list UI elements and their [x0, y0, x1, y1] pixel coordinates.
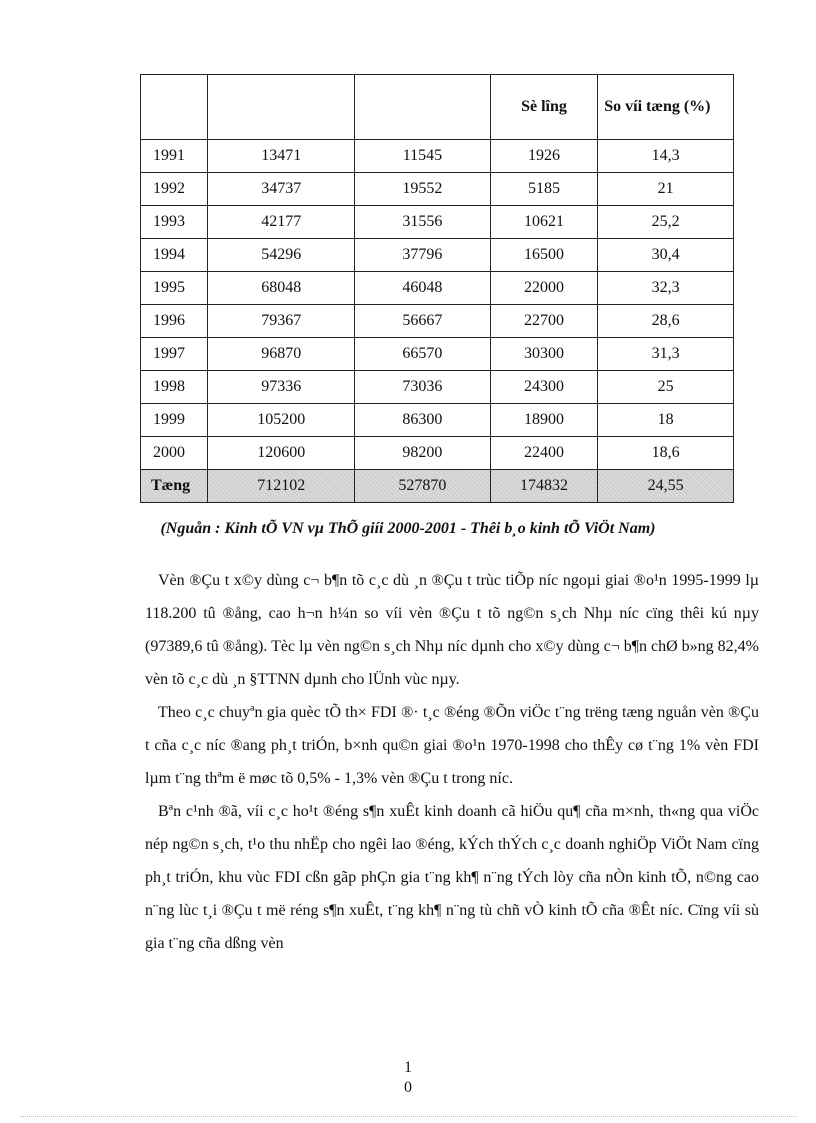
header-cell-percent: So víi tæng (%)	[598, 75, 734, 140]
paragraph: Bªn c¹nh ®ã, víi c¸c ho¹t ®éng s¶n xuÊt kinh doanh cã hiÖu qu¶ cña m×nh, th«ng qua viÖc nép ng©n s¸ch, t¹o thu nhËp cho ngêi lao ®éng, kÝch thÝch c¸c doanh nghiÖp ViÖt Nam cïng ph¸t triÓn, khu vùc FDI cßn gãp phÇn gia t¨ng kh¶ n¨ng tÝch lòy cña nÒn kinh tÕ, n©ng cao n¨ng lùc t¸i ®Çu t më réng s¶n xuÊt, t¨ng kh¶ n¨ng tù chñ vÒ kinh tÕ cña ®Êt níc. Cïng víi sù gia t¨ng cña dßng vèn	[145, 803, 759, 952]
value-cell: 98200	[355, 437, 491, 470]
value-cell: 13471	[208, 140, 355, 173]
value-cell: 25	[598, 371, 734, 404]
value-cell: 86300	[355, 404, 491, 437]
value-cell: 73036	[355, 371, 491, 404]
body-text	[145, 564, 759, 960]
source-caption: (Nguån : Kinh tÕ VN vµ ThÕ giíi 2000-2001 - Thêi b¸o kinh tÕ ViÖt Nam)	[160, 520, 656, 537]
table-row	[141, 173, 734, 206]
total-row	[141, 470, 734, 503]
value-cell: 174832	[490, 470, 598, 503]
year-cell: 1992	[141, 173, 208, 206]
paragraph: Vèn ®Çu t x©y dùng c¬ b¶n tõ c¸c dù ¸n ®Çu t trùc tiÕp níc ngoµi giai ®o¹n 1995-1999 lµ 118.200 tû ®ång, cao h¬n h¼n so víi vèn ®Çu t tõ ng©n s¸ch Nhµ níc cïng thêi kú nµy (97389,6 tû ®ång). Tèc lµ vèn ng©n s¸ch Nhµ níc dµnh cho x©y dùng c¬ b¶n chØ b»ng 82,4% vèn tõ c¸c dù ¸n §TTNN dµnh cho lÜnh vùc nµy.	[145, 572, 759, 688]
value-cell: 11545	[355, 140, 491, 173]
value-cell: 18900	[490, 404, 598, 437]
value-cell: 46048	[355, 272, 491, 305]
table-row	[141, 140, 734, 173]
total-label: Tæng	[141, 470, 208, 503]
year-cell: 1999	[141, 404, 208, 437]
value-cell: 120600	[208, 437, 355, 470]
value-cell: 10621	[490, 206, 598, 239]
value-cell: 32,3	[598, 272, 734, 305]
value-cell: 34737	[208, 173, 355, 206]
table-row	[141, 338, 734, 371]
value-cell: 105200	[208, 404, 355, 437]
value-cell: 19552	[355, 173, 491, 206]
page-number	[0, 1058, 816, 1098]
value-cell: 18,6	[598, 437, 734, 470]
value-cell: 37796	[355, 239, 491, 272]
paragraph: Theo c¸c chuyªn gia quèc tÕ th× FDI ®· t¸c ®éng ®Õn viÖc t¨ng trëng tæng nguån vèn ®Çu t cña c¸c níc ®ang ph¸t triÓn, b×nh qu©n giai ®o¹n 1970-1998 cho thÊy cø t¨ng 1% vèn FDI lµm t¨ng thªm ë møc tõ 0,5% - 1,3% vèn ®Çu t trong níc.	[145, 704, 759, 787]
value-cell: 5185	[490, 173, 598, 206]
value-cell: 25,2	[598, 206, 734, 239]
value-cell: 24,55	[598, 470, 734, 503]
table-row	[141, 371, 734, 404]
value-cell: 42177	[208, 206, 355, 239]
year-cell: 1991	[141, 140, 208, 173]
value-cell: 22400	[490, 437, 598, 470]
value-cell: 97336	[208, 371, 355, 404]
value-cell: 28,6	[598, 305, 734, 338]
value-cell: 712102	[208, 470, 355, 503]
value-cell: 96870	[208, 338, 355, 371]
page-number-line: 1	[404, 1059, 412, 1076]
value-cell: 21	[598, 173, 734, 206]
value-cell: 31556	[355, 206, 491, 239]
value-cell: 30300	[490, 338, 598, 371]
header-cell-total-capital	[208, 75, 355, 140]
year-cell: 1998	[141, 371, 208, 404]
value-cell: 527870	[355, 470, 491, 503]
value-cell: 22700	[490, 305, 598, 338]
value-cell: 1926	[490, 140, 598, 173]
header-cell-quantity: Sè lîng	[490, 75, 598, 140]
year-cell: 2000	[141, 437, 208, 470]
value-cell: 54296	[208, 239, 355, 272]
value-cell: 14,3	[598, 140, 734, 173]
table-body	[141, 140, 734, 503]
value-cell: 68048	[208, 272, 355, 305]
year-cell: 1993	[141, 206, 208, 239]
table-row	[141, 272, 734, 305]
page-number-line: 0	[404, 1079, 412, 1096]
value-cell: 56667	[355, 305, 491, 338]
table-row	[141, 239, 734, 272]
value-cell: 24300	[490, 371, 598, 404]
table-row	[141, 305, 734, 338]
footer-divider	[20, 1116, 796, 1117]
value-cell: 22000	[490, 272, 598, 305]
table-row	[141, 404, 734, 437]
value-cell: 30,4	[598, 239, 734, 272]
table-row	[141, 206, 734, 239]
fdi-table	[140, 74, 734, 503]
value-cell: 79367	[208, 305, 355, 338]
value-cell: 31,3	[598, 338, 734, 371]
year-cell: 1994	[141, 239, 208, 272]
value-cell: 66570	[355, 338, 491, 371]
year-cell: 1997	[141, 338, 208, 371]
value-cell: 18	[598, 404, 734, 437]
table-row	[141, 437, 734, 470]
table-header	[141, 75, 734, 140]
year-cell: 1995	[141, 272, 208, 305]
value-cell: 16500	[490, 239, 598, 272]
year-cell: 1996	[141, 305, 208, 338]
header-cell-year	[141, 75, 208, 140]
header-cell-state-capital	[355, 75, 491, 140]
